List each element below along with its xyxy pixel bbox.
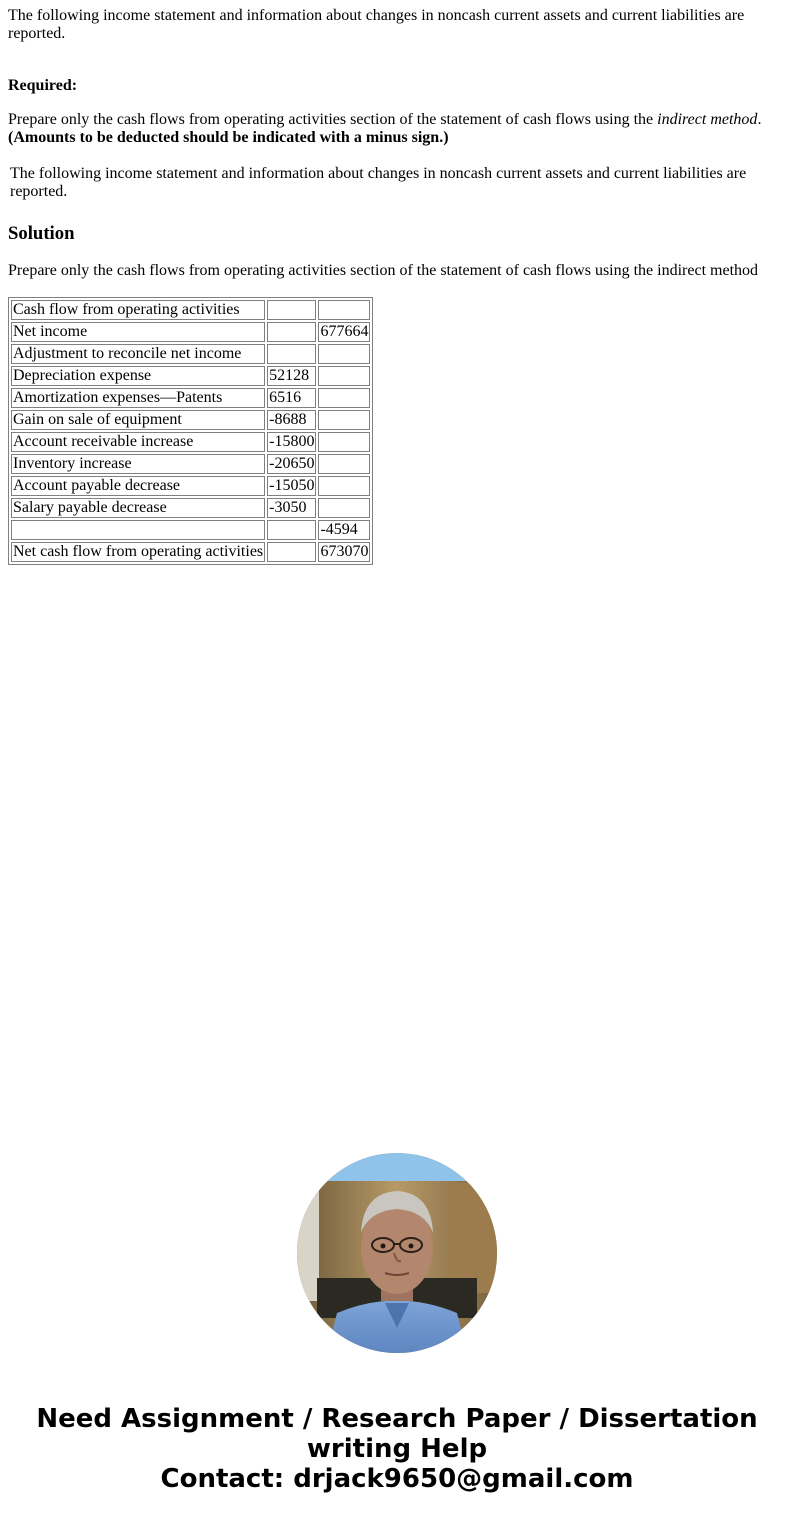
row-total — [318, 498, 370, 518]
intro-paragraph: The following income statement and information about changes in noncash current assets and current liabilities are reported. — [8, 7, 745, 42]
row-label: Inventory increase — [11, 454, 265, 474]
instructions-paragraph — [8, 111, 786, 147]
avatar-portrait-image — [297, 1153, 497, 1353]
row-total — [318, 366, 370, 386]
row-adjustment — [267, 300, 316, 320]
row-label: Amortization expenses—Patents — [11, 388, 265, 408]
row-label: Net cash flow from operating activities — [13, 543, 264, 560]
instructions-period: . — [757, 111, 762, 128]
row-adjustment: -3050 — [267, 498, 316, 518]
row-label: Cash flow from operating activities — [11, 300, 265, 320]
row-total: 677664 — [320, 323, 369, 340]
promo-banner — [0, 1404, 794, 1494]
table-row — [11, 542, 370, 562]
row-adjustment: -20650 — [269, 455, 315, 472]
table-row — [11, 410, 370, 430]
row-adjustment — [267, 322, 316, 342]
table-row — [11, 498, 370, 518]
row-total: -4594 — [318, 520, 370, 540]
table-row — [11, 322, 370, 342]
row-label: Gain on sale of equipment — [11, 410, 265, 430]
row-adjustment: -15050 — [269, 477, 315, 494]
instructions-text: Prepare only the cash flows from operating activities section of the statement of cash flows using the — [8, 111, 658, 128]
table-row — [11, 454, 370, 474]
row-total — [318, 432, 370, 452]
promo-line-1: Need Assignment / Research Paper / Dissertation — [36, 1404, 758, 1434]
row-total — [318, 476, 370, 496]
table-row — [11, 432, 370, 452]
row-adjustment: -15800 — [269, 433, 315, 450]
row-adjustment — [267, 344, 316, 364]
table-row — [11, 476, 370, 496]
table-row — [11, 366, 370, 386]
row-adjustment: 52128 — [267, 366, 316, 386]
required-label: Required: — [8, 77, 78, 94]
row-label: Account receivable increase — [11, 432, 265, 452]
repeat-paragraph: The following income statement and information about changes in noncash current assets and current liabilities are reported. — [10, 165, 747, 200]
table-row — [11, 300, 370, 320]
row-label: Salary payable decrease — [11, 498, 265, 518]
solution-paragraph: Prepare only the cash flows from operating activities section of the statement of cash flows using the indirect method — [8, 262, 759, 279]
instructions-note: (Amounts to be deducted should be indicated with a minus sign.) — [8, 129, 449, 146]
table-row — [11, 344, 370, 364]
instructions-italic: indirect method — [657, 111, 758, 128]
row-adjustment: 6516 — [267, 388, 316, 408]
row-total — [318, 388, 370, 408]
row-label: Depreciation expense — [11, 366, 265, 386]
row-label: Account payable decrease — [11, 476, 265, 496]
row-label: Adjustment to reconcile net income — [11, 344, 265, 364]
row-label — [11, 520, 265, 540]
promo-contact: Contact: drjack9650@gmail.com — [160, 1464, 634, 1494]
table-row — [11, 520, 370, 540]
row-total — [318, 454, 370, 474]
cash-flow-table — [8, 297, 373, 565]
row-total — [318, 410, 370, 430]
promo-line-2: writing Help — [306, 1434, 488, 1464]
solution-heading: Solution — [8, 223, 75, 244]
author-avatar — [297, 1153, 497, 1353]
row-adjustment — [267, 542, 316, 562]
row-label: Net income — [11, 322, 265, 342]
row-total — [318, 344, 370, 364]
row-total: 673070 — [320, 543, 369, 560]
row-total — [318, 300, 370, 320]
row-adjustment: -8688 — [267, 410, 316, 430]
table-row — [11, 388, 370, 408]
row-adjustment — [267, 520, 316, 540]
